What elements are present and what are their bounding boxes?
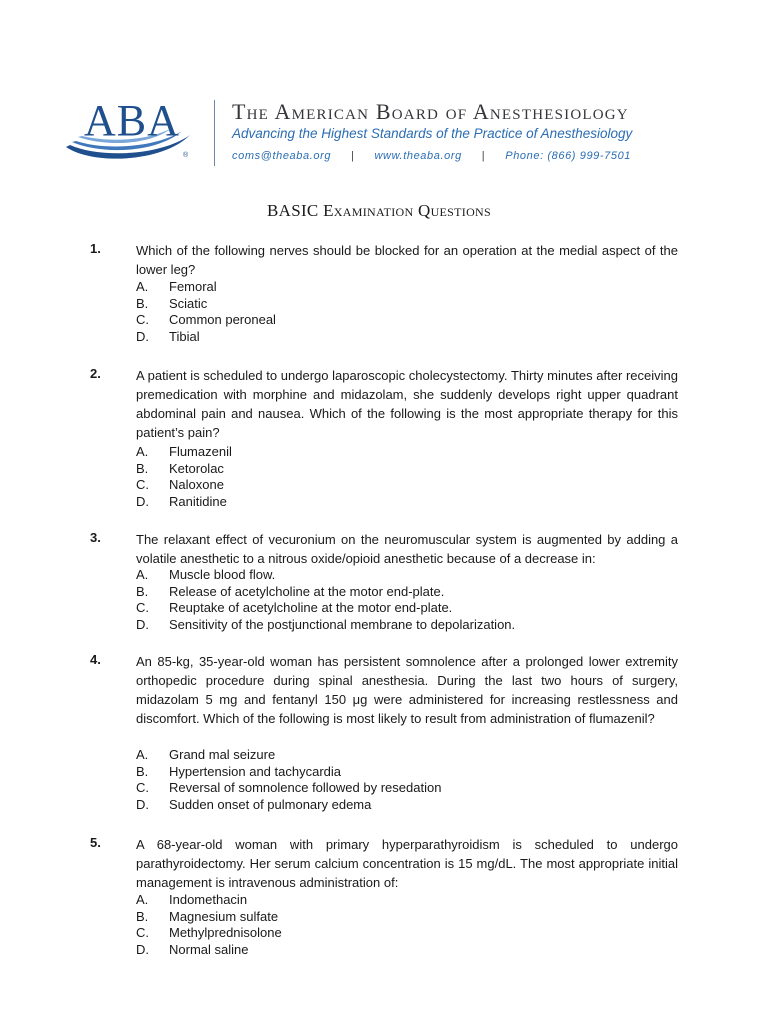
option-d: D. Sudden onset of pulmonary edema — [136, 796, 372, 812]
option-b: B. Release of acetylcholine at the motor end-plate. — [136, 583, 445, 599]
aba-logo — [62, 95, 197, 170]
option-d: D. Ranitidine — [136, 493, 227, 509]
option-a: A. Flumazenil — [136, 444, 232, 459]
organization-name: The American Board of Anesthesiology — [232, 99, 629, 124]
question-text: Which of the following nerves should be blocked for an operation at the medial aspect of the lower leg? — [136, 243, 678, 277]
header-divider — [214, 100, 215, 166]
answer-options — [136, 892, 678, 958]
option-b: B. Ketorolac — [136, 460, 224, 476]
document-title: BASIC Examination Questions — [267, 201, 491, 220]
email-link[interactable]: coms@theaba.org — [232, 150, 332, 162]
question-text: A patient is scheduled to undergo laparoscopic cholecystectomy. Thirty minutes after receiving premedication with morphine and midazolam, she suddenly develops right upper quadrant abdominal pain and nausea. Which of the following is the most appropriate therapy for this patient’s pain? — [136, 368, 678, 440]
phone-number: Phone: (866) 999-7501 — [505, 150, 632, 162]
option-c: C. Naloxone — [136, 477, 224, 492]
contact-separator: | — [481, 150, 486, 162]
contact-separator: | — [351, 150, 355, 162]
option-b: B. Magnesium sulfate — [136, 908, 279, 924]
contact-line — [232, 150, 631, 162]
option-a: A. Muscle blood flow. — [136, 567, 276, 582]
question-text: An 85-kg, 35-year-old woman has persistent somnolence after a prolonged lower extremity orthopedic procedure during spinal anesthesia. During the last two hours of surgery, midazolam 5 mg and fentanyl 150 μg were administered for increasing restlessness and discomfort. Which of the following is most likely to result from administration of flumazenil? — [136, 654, 678, 726]
answer-options — [136, 444, 678, 510]
logo-text: ABA — [84, 96, 180, 145]
option-d: D. Normal saline — [136, 941, 249, 957]
option-a: A. Grand mal seizure — [136, 747, 276, 762]
option-c: C. Reversal of somnolence followed by resedation — [136, 780, 442, 795]
website-link[interactable]: www.theaba.org — [374, 150, 462, 162]
option-a: A. Indomethacin — [136, 892, 248, 907]
option-d: D. Tibial — [136, 328, 200, 344]
tagline: Advancing the Highest Standards of the Practice of Anesthesiology — [232, 126, 633, 141]
option-c: C. Common peroneal — [136, 312, 276, 327]
question-text: The relaxant effect of vecuronium on the neuromuscular system is augmented by adding a volatile anesthetic to a nitrous oxide/opioid anesthetic because of a decrease in: — [136, 532, 678, 566]
question-number: 2. — [90, 366, 101, 381]
question-number: 1. — [90, 241, 101, 256]
answer-options — [136, 567, 678, 633]
answer-options — [136, 747, 678, 813]
question-number: 3. — [90, 530, 101, 545]
option-b: B. Sciatic — [136, 295, 208, 311]
question-text: A 68-year-old woman with primary hyperparathyroidism is scheduled to undergo parathyroidectomy. Her serum calcium concentration is 15 mg/dL. The most appropriate initial management is intravenous administration of: — [136, 837, 678, 890]
option-c: C. Reuptake of acetylcholine at the motor end-plate. — [136, 600, 453, 615]
option-d: D. Sensitivity of the postjunctional membrane to depolarization. — [136, 616, 516, 632]
answer-options — [136, 279, 678, 345]
registered-mark: ® — [183, 152, 189, 159]
question-number: 5. — [90, 835, 101, 850]
option-c: C. Methylprednisolone — [136, 925, 282, 940]
question-number: 4. — [90, 652, 101, 667]
option-a: A. Femoral — [136, 279, 217, 294]
letterhead — [62, 95, 702, 175]
option-b: B. Hypertension and tachycardia — [136, 763, 341, 779]
